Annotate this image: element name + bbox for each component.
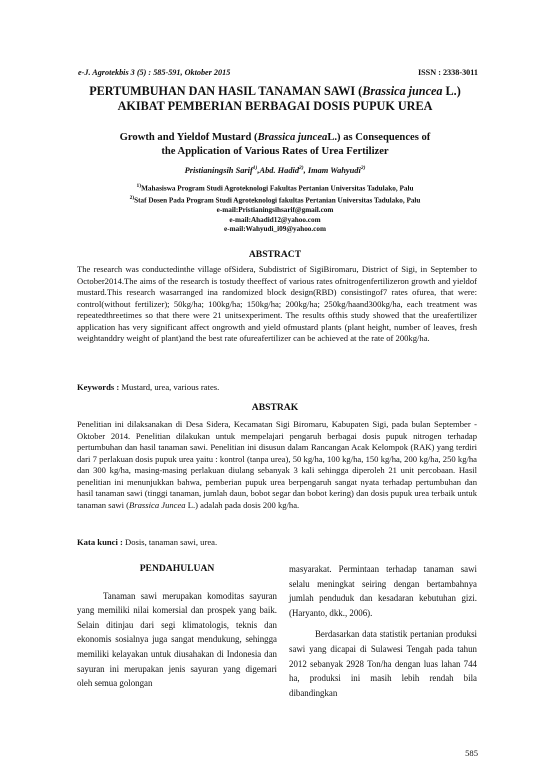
abstract-heading: ABSTRACT <box>248 249 302 260</box>
kata-kunci-label: Kata kunci : <box>77 537 125 547</box>
english-title <box>80 131 470 159</box>
subtitle-line2: the Application of Various Rates of Urea Fertilizer <box>161 146 389 157</box>
author-3: , Imam Wahyudi <box>303 165 361 175</box>
abstrak-species: Brassica Juncea <box>129 499 186 510</box>
paper-title <box>60 84 490 114</box>
email-1[interactable]: e-mail:Pristianingsihsarif@gmail.com <box>216 205 334 214</box>
affiliation-1-text: Mahasiswa Program Studi Agroteknologi Fakultas Pertanian Universitas Tadulako, Palu <box>141 184 414 193</box>
body-paragraph-2: masyarakat. Permintaan terhadap tanaman sawi selalu meningkat seiring dengan bertambahnya jumlah penduduk dan kesadaran kebutuhan gizi. (Haryanto, dkk., 2006). <box>289 564 477 618</box>
affiliations <box>60 182 490 235</box>
subtitle-line1: Growth and Yieldof Mustard ( <box>119 132 258 143</box>
author-3-sup: 2) <box>360 165 366 171</box>
title-line2: AKIBAT PEMBERIAN BERBAGAI DOSIS PUPUK UREA <box>117 99 433 113</box>
journal-citation: e-J. Agrotekbis 3 (5) : 585-591, Oktober 2015 <box>78 68 231 77</box>
author-2: ,Abd. Hadid <box>257 165 300 175</box>
email-3[interactable]: e-mail:Wahyudi_i09@yahoo.com <box>224 225 326 234</box>
body-paragraph-3: Berdasarkan data statistik pertanian produksi sawi yang dicapai di Sulawesi Tengah pada tahun 2012 sebanyak 2928 Ton/ha dengan luas lahan 744 ha, produksi ini masih lebih rendah bila dibandingkan <box>289 629 477 698</box>
author-1: Pristianingsih Sarif <box>184 165 253 175</box>
abstrak-text-main: Penelitian ini dilaksanakan di Desa Sidera, Kecamatan Sigi Biromaru, Kabupaten Sigi, pada bulan September - Oktober 2014. Penelitian dilakukan untuk mempelajari pengaruh berbagai dosis pupuk nitrogen terhadap pertumbuhan dan hasil tanaman sawi. Penelitian ini disusun dalam Rancangan Acak Kelompok (RAK) yang terdiri dari 7 perlakuan dosis pupuk urea yaitu : kontrol (tanpa urea), 50 kg/ha, 100 kg/ha, 150 kg/ha, 200 kg/ha, 250 kg/ha dan 300 kg/ha, masing-masing perlakuan diulang sebanyak 3 kali sehingga diperoleh 21 unit percobaan. Hasil penelitian ini menunjukkan bahwa, pemberian pupuk urea berpengaruh sangat nyata terhadap pertumbuhan dan hasil tanaman sawi (tinggi tanaman, jumlah daun, bobot segar dan bobot kering) dan dosis pupuk urea terbaik untuk tanaman sawi ( <box>77 419 477 510</box>
page-number: 585 <box>465 748 478 758</box>
keywords-text: Mustard, urea, various rates. <box>121 382 220 392</box>
abstrak-heading: ABSTRAK <box>251 402 299 413</box>
body-right-column <box>289 562 477 700</box>
affiliation-2 <box>60 194 490 206</box>
abstrak-text-end: L.) adalah pada dosis 200 kg/ha. <box>185 499 300 510</box>
affiliation-1 <box>60 182 490 194</box>
body-paragraph-1: Tanaman sawi merupakan komoditas sayuran yang memiliki nilai komersial dan prospek yang baik. Selain ditinjau dari segi klimatologis, teknis dan ekonomis sosialnya juga sangat mendukung, sehingga memiliki kelayakan untuk diusahakan di Indonesia dan sayuran ini merupakan jenis sayuran yang digemari oleh semua golongan <box>77 590 277 689</box>
kata-kunci <box>77 537 477 547</box>
subtitle-line1-end: L.) as Consequences of <box>327 132 431 143</box>
issn: ISSN : 2338-3011 <box>417 68 478 77</box>
keywords-label: Keywords : <box>77 382 122 392</box>
affiliation-2-sup: 2) <box>129 194 135 201</box>
keywords <box>77 382 477 392</box>
abstrak-text <box>77 419 477 511</box>
subtitle-species: Brassica juncea <box>257 132 328 143</box>
body-left-column <box>77 562 277 691</box>
title-species: Brassica juncea <box>362 84 443 98</box>
running-header <box>78 68 478 77</box>
abstract-text: The research was conductedinthe village ofSidera, Subdistrict of SigiBiromaru, District of Sigi, in September to October2014.The aims of the research is tostudy theeffect of various rates ofnitrogenfertilizeron growth and yieldof mustard.This research wasarranged ina randomized block design(RBD) consistingof7 rates ofurea, that were: control(without fertilizer); 50kg/ha; 100kg/ha; 150kg/ha; 200kg/ha; 250kg/haand300kg/ha, each treatment was repeatedthreetimes so that there were 21 unitsexperiment. The results ofthis study showed that the ureafertilizer application has very significant affect ongrowth and yield ofmustard plants (plant height, number of leaves, fresh weightanddry weight of plant)and the best rate ofureafertilizer can be achieved at the rate of 200kg/ha. <box>77 264 477 343</box>
author-2-sup: 2) <box>299 165 304 171</box>
author-1-sup: 1) <box>252 165 258 171</box>
title-line1: PERTUMBUHAN DAN HASIL TANAMAN SAWI ( <box>89 84 363 98</box>
section-heading-pendahuluan: PENDAHULUAN <box>139 563 215 574</box>
kata-kunci-text: Dosis, tanaman sawi, urea. <box>125 537 218 547</box>
affiliation-1-sup: 1) <box>136 183 142 189</box>
affiliation-2-text: Staf Dosen Pada Program Studi Agroteknologi fakultas Pertanian Universitas Tadulako, Palu <box>134 196 421 205</box>
email-2[interactable]: e-mail:Ahadid12@yahoo.com <box>229 215 321 224</box>
author-list <box>60 165 490 175</box>
title-line1-end: L.) <box>442 84 461 98</box>
